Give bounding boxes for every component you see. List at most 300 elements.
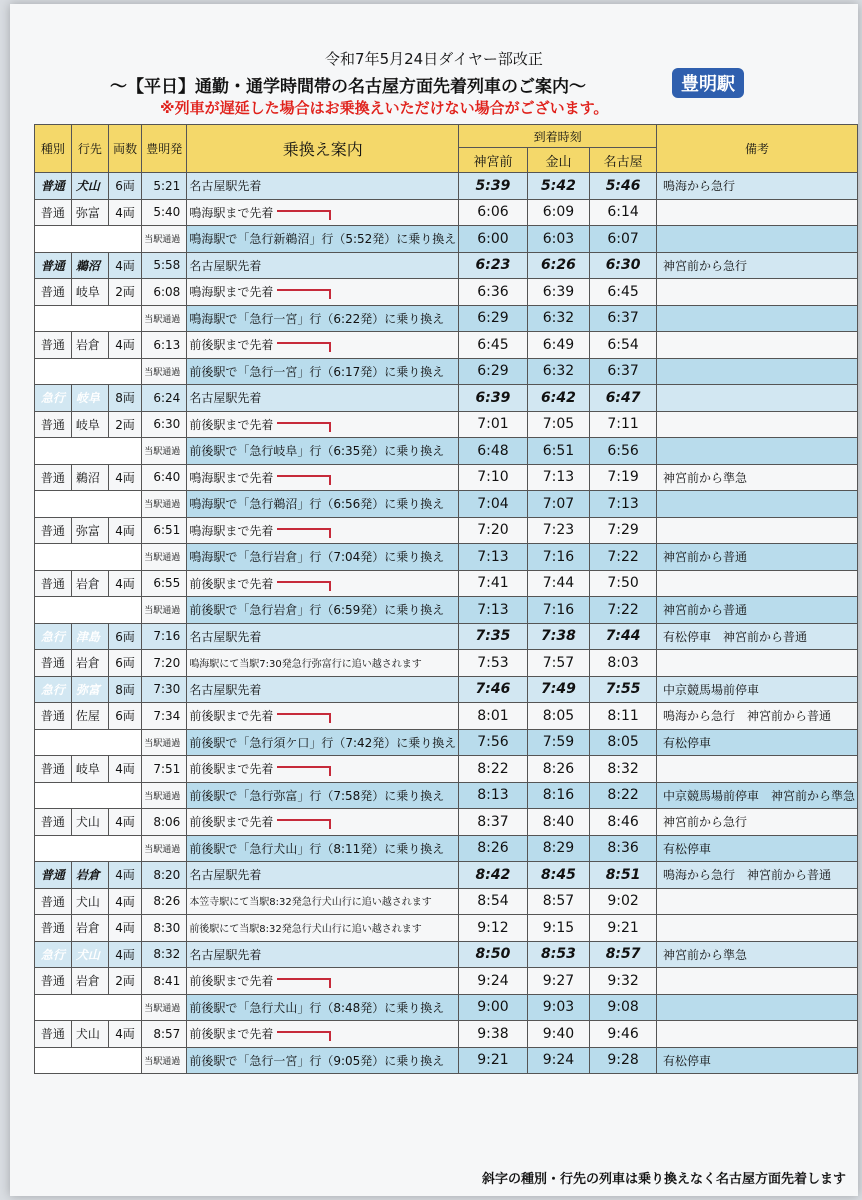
transfer-text: 名古屋駅先着: [189, 682, 262, 697]
transfer-note: [187, 226, 459, 253]
transfer-note: [187, 411, 459, 438]
transfer-text: 前後駅まで先着: [189, 762, 274, 777]
destination: 岩倉: [71, 968, 108, 995]
remarks: [656, 305, 857, 332]
destination: 岐阜: [71, 411, 108, 438]
remarks: [656, 411, 857, 438]
train-type: 普通: [35, 650, 72, 677]
transfer-note: [187, 544, 459, 571]
destination: 佐屋: [71, 703, 108, 730]
arrival-kanayama: 6:26: [527, 252, 590, 279]
arrival-jingumae: 7:10: [459, 464, 527, 491]
arrival-nagoya: 7:55: [590, 676, 657, 703]
arrival-jingumae: 7:13: [459, 597, 527, 624]
remarks: [656, 968, 857, 995]
arrival-kanayama: 7:49: [527, 676, 590, 703]
arrival-kanayama: 6:51: [527, 438, 590, 465]
car-count: 4両: [108, 332, 141, 359]
down-arrow-icon: [277, 289, 331, 291]
down-arrow-icon: [277, 475, 331, 477]
table-row: [35, 411, 858, 438]
down-arrow-icon: [277, 713, 331, 715]
arrival-nagoya: 6:54: [590, 332, 657, 359]
transfer-text: 前後駅で「急行岩倉」行（6:59発）に乗り換え: [189, 603, 445, 618]
arrival-jingumae: 6:29: [459, 305, 527, 332]
col-type: 種別: [35, 125, 72, 173]
remarks: [656, 756, 857, 783]
arrival-jingumae: 8:22: [459, 756, 527, 783]
remarks: 神宮前から準急: [656, 464, 857, 491]
arrival-nagoya: 6:47: [590, 385, 657, 412]
car-count: 6両: [108, 650, 141, 677]
transfer-text: 前後駅にて当駅8:32発急行犬山行に追い越されます: [189, 923, 422, 935]
col-transfer: 乗換え案内: [187, 125, 459, 173]
train-type: 普通: [35, 199, 72, 226]
empty-cell: [35, 226, 142, 253]
arrival-nagoya: 9:21: [590, 915, 657, 942]
arrival-jingumae: 6:06: [459, 199, 527, 226]
remarks: [656, 226, 857, 253]
pass-label: 当駅通過: [142, 597, 187, 624]
empty-cell: [35, 305, 142, 332]
transfer-text: 鳴海駅まで先着: [189, 205, 274, 220]
table-row: [35, 597, 858, 624]
transfer-text: 名古屋駅先着: [189, 868, 262, 883]
train-type: 普通: [35, 252, 72, 279]
transfer-text: 名古屋駅先着: [189, 179, 262, 194]
transfer-text: 前後駅まで先着: [189, 576, 274, 591]
arrival-jingumae: 7:20: [459, 517, 527, 544]
empty-cell: [35, 994, 142, 1021]
arrival-kanayama: 7:07: [527, 491, 590, 518]
arrival-nagoya: 8:32: [590, 756, 657, 783]
arrival-jingumae: 8:54: [459, 888, 527, 915]
pass-label: 当駅通過: [142, 994, 187, 1021]
arrival-nagoya: 8:46: [590, 809, 657, 836]
pass-label: 当駅通過: [142, 729, 187, 756]
arrival-nagoya: 8:57: [590, 941, 657, 968]
train-type: 普通: [35, 968, 72, 995]
table-row: [35, 570, 858, 597]
station-badge: 豊明駅: [672, 68, 744, 98]
arrival-nagoya: 7:22: [590, 544, 657, 571]
departure-time: 6:30: [142, 411, 187, 438]
col-station-3: 名古屋: [590, 148, 657, 173]
transfer-note: [187, 464, 459, 491]
table-row: [35, 332, 858, 359]
pass-label: 当駅通過: [142, 438, 187, 465]
car-count: 6両: [108, 173, 141, 200]
arrival-kanayama: 7:57: [527, 650, 590, 677]
transfer-note: [187, 517, 459, 544]
destination: 弥富: [71, 199, 108, 226]
destination: 犬山: [71, 888, 108, 915]
table-row: [35, 358, 858, 385]
arrival-kanayama: 9:15: [527, 915, 590, 942]
destination: 岩倉: [71, 862, 108, 889]
empty-cell: [35, 782, 142, 809]
transfer-note: [187, 915, 459, 942]
transfer-text: 名古屋駅先着: [189, 629, 262, 644]
destination: 犬山: [71, 173, 108, 200]
table-row: [35, 650, 858, 677]
table-row: [35, 305, 858, 332]
destination: 犬山: [71, 941, 108, 968]
table-row: [35, 199, 858, 226]
down-arrow-icon: [277, 581, 331, 583]
transfer-note: [187, 888, 459, 915]
table-row: [35, 835, 858, 862]
remarks: 神宮前から準急: [656, 941, 857, 968]
down-arrow-icon: [277, 210, 331, 212]
car-count: 4両: [108, 862, 141, 889]
arrival-kanayama: 8:53: [527, 941, 590, 968]
transfer-note: [187, 729, 459, 756]
departure-time: 5:40: [142, 199, 187, 226]
arrival-jingumae: 9:00: [459, 994, 527, 1021]
transfer-text: 名古屋駅先着: [189, 947, 262, 962]
arrival-nagoya: 6:45: [590, 279, 657, 306]
arrival-jingumae: 8:13: [459, 782, 527, 809]
train-type: 普通: [35, 517, 72, 544]
transfer-text: 前後駅で「急行一宮」行（9:05発）に乗り換え: [189, 1053, 445, 1068]
remarks: [656, 994, 857, 1021]
empty-cell: [35, 358, 142, 385]
arrival-nagoya: 8:51: [590, 862, 657, 889]
arrival-jingumae: 6:00: [459, 226, 527, 253]
table-row: [35, 517, 858, 544]
transfer-note: [187, 650, 459, 677]
departure-time: 6:51: [142, 517, 187, 544]
down-arrow-icon: [277, 819, 331, 821]
transfer-note: [187, 597, 459, 624]
transfer-text: 前後駅まで先着: [189, 338, 274, 353]
table-row: [35, 994, 858, 1021]
destination: 岩倉: [71, 570, 108, 597]
arrival-nagoya: 7:11: [590, 411, 657, 438]
table-row: [35, 1021, 858, 1048]
arrival-jingumae: 5:39: [459, 173, 527, 200]
arrival-kanayama: 8:40: [527, 809, 590, 836]
arrival-jingumae: 8:01: [459, 703, 527, 730]
arrival-jingumae: 7:13: [459, 544, 527, 571]
transfer-text: 鳴海駅で「急行新鵜沼」行（5:52発）に乗り換え: [189, 232, 457, 247]
transfer-text: 名古屋駅先着: [189, 391, 262, 406]
arrival-kanayama: 8:29: [527, 835, 590, 862]
arrival-kanayama: 8:45: [527, 862, 590, 889]
transfer-note: [187, 385, 459, 412]
transfer-text: 鳴海駅にて当駅7:30発急行弥富行に追い越されます: [189, 658, 422, 670]
timetable-sheet: [10, 4, 858, 1196]
transfer-note: [187, 676, 459, 703]
departure-time: 8:30: [142, 915, 187, 942]
table-row: [35, 438, 858, 465]
remarks: 有松停車 神宮前から普通: [656, 623, 857, 650]
departure-time: 8:32: [142, 941, 187, 968]
arrival-nagoya: 9:28: [590, 1047, 657, 1074]
remarks: 中京競馬場前停車 神宮前から準急: [656, 782, 857, 809]
remarks: [656, 358, 857, 385]
destination: 岐阜: [71, 385, 108, 412]
transfer-note: [187, 968, 459, 995]
train-type: 普通: [35, 570, 72, 597]
departure-time: 6:40: [142, 464, 187, 491]
arrival-nagoya: 7:44: [590, 623, 657, 650]
car-count: 4両: [108, 570, 141, 597]
pass-label: 当駅通過: [142, 1047, 187, 1074]
arrival-kanayama: 7:16: [527, 544, 590, 571]
train-type: 普通: [35, 756, 72, 783]
train-type: 普通: [35, 332, 72, 359]
transfer-text: 鳴海駅まで先着: [189, 285, 274, 300]
arrival-kanayama: 8:16: [527, 782, 590, 809]
remarks: 神宮前から急行: [656, 252, 857, 279]
remarks: [656, 650, 857, 677]
arrival-jingumae: 9:24: [459, 968, 527, 995]
arrival-nagoya: 9:32: [590, 968, 657, 995]
arrival-nagoya: 8:22: [590, 782, 657, 809]
remarks: 有松停車: [656, 835, 857, 862]
arrival-kanayama: 6:32: [527, 305, 590, 332]
timetable: [34, 124, 858, 1074]
arrival-jingumae: 9:12: [459, 915, 527, 942]
remarks: 有松停車: [656, 1047, 857, 1074]
pass-label: 当駅通過: [142, 358, 187, 385]
empty-cell: [35, 1047, 142, 1074]
transfer-note: [187, 173, 459, 200]
transfer-text: 前後駅まで先着: [189, 709, 274, 724]
departure-time: 6:13: [142, 332, 187, 359]
down-arrow-icon: [277, 342, 331, 344]
arrival-kanayama: 7:13: [527, 464, 590, 491]
transfer-note: [187, 332, 459, 359]
transfer-text: 鳴海駅で「急行岩倉」行（7:04発）に乗り換え: [189, 550, 445, 565]
departure-time: 6:55: [142, 570, 187, 597]
train-type: 普通: [35, 888, 72, 915]
remarks: [656, 438, 857, 465]
remarks: [656, 915, 857, 942]
arrival-kanayama: 8:26: [527, 756, 590, 783]
arrival-jingumae: 9:38: [459, 1021, 527, 1048]
delay-warning: ※列車が遅延した場合はお乗換えいただけない場合がございます。: [160, 99, 609, 117]
train-type: 普通: [35, 1021, 72, 1048]
car-count: 2両: [108, 968, 141, 995]
transfer-note: [187, 438, 459, 465]
remarks: [656, 332, 857, 359]
arrival-kanayama: 6:39: [527, 279, 590, 306]
arrival-jingumae: 6:29: [459, 358, 527, 385]
col-dep: 豊明発: [142, 125, 187, 173]
arrival-kanayama: 7:05: [527, 411, 590, 438]
remarks: [656, 199, 857, 226]
remarks: [656, 385, 857, 412]
arrival-nagoya: 6:37: [590, 358, 657, 385]
car-count: 4両: [108, 809, 141, 836]
transfer-text: 前後駅まで先着: [189, 815, 274, 830]
arrival-jingumae: 8:50: [459, 941, 527, 968]
train-type: 急行: [35, 941, 72, 968]
arrival-nagoya: 9:02: [590, 888, 657, 915]
transfer-note: [187, 862, 459, 889]
transfer-text: 前後駅で「急行岐阜」行（6:35発）に乗り換え: [189, 444, 445, 459]
remarks: 神宮前から普通: [656, 544, 857, 571]
train-type: 普通: [35, 279, 72, 306]
table-row: [35, 279, 858, 306]
table-row: [35, 809, 858, 836]
transfer-text: 前後駅で「急行犬山」行（8:48発）に乗り換え: [189, 1000, 445, 1015]
car-count: 4両: [108, 756, 141, 783]
departure-time: 7:30: [142, 676, 187, 703]
remarks: 有松停車: [656, 729, 857, 756]
departure-time: 8:20: [142, 862, 187, 889]
arrival-nagoya: 8:03: [590, 650, 657, 677]
arrival-kanayama: 6:42: [527, 385, 590, 412]
destination: 鵜沼: [71, 464, 108, 491]
car-count: 8両: [108, 385, 141, 412]
col-remarks: 備考: [656, 125, 857, 173]
arrival-jingumae: 6:45: [459, 332, 527, 359]
destination: 犬山: [71, 1021, 108, 1048]
arrival-jingumae: 6:23: [459, 252, 527, 279]
departure-time: 8:06: [142, 809, 187, 836]
arrival-jingumae: 7:53: [459, 650, 527, 677]
destination: 岐阜: [71, 279, 108, 306]
table-row: [35, 252, 858, 279]
transfer-note: [187, 358, 459, 385]
transfer-note: [187, 570, 459, 597]
transfer-note: [187, 252, 459, 279]
table-row: [35, 385, 858, 412]
arrival-jingumae: 7:56: [459, 729, 527, 756]
arrival-kanayama: 7:44: [527, 570, 590, 597]
table-row: [35, 968, 858, 995]
arrival-nagoya: 9:46: [590, 1021, 657, 1048]
table-row: [35, 491, 858, 518]
departure-time: 6:24: [142, 385, 187, 412]
down-arrow-icon: [277, 1031, 331, 1033]
arrival-jingumae: 6:39: [459, 385, 527, 412]
table-row: [35, 941, 858, 968]
transfer-note: [187, 199, 459, 226]
down-arrow-icon: [277, 528, 331, 530]
empty-cell: [35, 544, 142, 571]
remarks: [656, 517, 857, 544]
header-row: [35, 125, 858, 148]
arrival-jingumae: 7:35: [459, 623, 527, 650]
departure-time: 5:58: [142, 252, 187, 279]
arrival-kanayama: 6:03: [527, 226, 590, 253]
car-count: 4両: [108, 941, 141, 968]
arrival-jingumae: 7:01: [459, 411, 527, 438]
destination: 岩倉: [71, 915, 108, 942]
pass-label: 当駅通過: [142, 544, 187, 571]
train-type: 急行: [35, 385, 72, 412]
remarks: [656, 491, 857, 518]
train-type: 普通: [35, 703, 72, 730]
transfer-text: 前後駅で「急行弥富」行（7:58発）に乗り換え: [189, 788, 445, 803]
destination: 岩倉: [71, 332, 108, 359]
col-station-2: 金山: [527, 148, 590, 173]
transfer-note: [187, 1047, 459, 1074]
departure-time: 8:26: [142, 888, 187, 915]
transfer-text: 前後駅で「急行須ケ口」行（7:42発）に乗り換え: [189, 735, 457, 750]
arrival-nagoya: 9:08: [590, 994, 657, 1021]
revision-date: 令和7年5月24日ダイヤー部改正: [325, 50, 543, 68]
transfer-note: [187, 809, 459, 836]
train-type: 急行: [35, 676, 72, 703]
train-type: 普通: [35, 464, 72, 491]
remarks: 鳴海から急行: [656, 173, 857, 200]
table-row: [35, 729, 858, 756]
table-row: [35, 888, 858, 915]
transfer-text: 鳴海駅まで先着: [189, 523, 274, 538]
departure-time: 8:41: [142, 968, 187, 995]
transfer-text: 本笠寺駅にて当駅8:32発急行犬山行に追い越されます: [189, 897, 432, 909]
footer-note: 斜字の種別・行先の列車は乗り換えなく名古屋方面先着します: [481, 1172, 846, 1187]
arrival-nagoya: 6:56: [590, 438, 657, 465]
arrival-nagoya: 6:14: [590, 199, 657, 226]
col-dest: 行先: [71, 125, 108, 173]
table-row: [35, 623, 858, 650]
car-count: 4両: [108, 252, 141, 279]
arrival-nagoya: 7:50: [590, 570, 657, 597]
transfer-note: [187, 305, 459, 332]
arrival-kanayama: 6:49: [527, 332, 590, 359]
departure-time: 7:16: [142, 623, 187, 650]
col-cars: 両数: [108, 125, 141, 173]
down-arrow-icon: [277, 978, 331, 980]
arrival-kanayama: 8:57: [527, 888, 590, 915]
arrival-nagoya: 7:13: [590, 491, 657, 518]
pass-label: 当駅通過: [142, 782, 187, 809]
transfer-note: [187, 782, 459, 809]
table-row: [35, 226, 858, 253]
car-count: 2両: [108, 279, 141, 306]
arrival-jingumae: 7:04: [459, 491, 527, 518]
arrival-nagoya: 6:30: [590, 252, 657, 279]
arrival-kanayama: 7:59: [527, 729, 590, 756]
arrival-kanayama: 8:05: [527, 703, 590, 730]
arrival-kanayama: 6:09: [527, 199, 590, 226]
arrival-kanayama: 7:23: [527, 517, 590, 544]
car-count: 4両: [108, 888, 141, 915]
arrival-nagoya: 8:11: [590, 703, 657, 730]
car-count: 4両: [108, 199, 141, 226]
empty-cell: [35, 491, 142, 518]
table-row: [35, 703, 858, 730]
destination: 津島: [71, 623, 108, 650]
remarks: 中京競馬場前停車: [656, 676, 857, 703]
arrival-jingumae: 7:46: [459, 676, 527, 703]
col-station-1: 神宮前: [459, 148, 527, 173]
arrival-nagoya: 7:19: [590, 464, 657, 491]
arrival-jingumae: 6:36: [459, 279, 527, 306]
remarks: [656, 888, 857, 915]
departure-time: 7:20: [142, 650, 187, 677]
transfer-note: [187, 623, 459, 650]
pass-label: 当駅通過: [142, 835, 187, 862]
transfer-text: 前後駅まで先着: [189, 417, 274, 432]
car-count: 4両: [108, 464, 141, 491]
destination: 岩倉: [71, 650, 108, 677]
transfer-note: [187, 835, 459, 862]
car-count: 6両: [108, 703, 141, 730]
destination: 鵜沼: [71, 252, 108, 279]
transfer-text: 前後駅まで先着: [189, 1027, 274, 1042]
arrival-nagoya: 6:07: [590, 226, 657, 253]
table-row: [35, 756, 858, 783]
arrival-jingumae: 8:42: [459, 862, 527, 889]
